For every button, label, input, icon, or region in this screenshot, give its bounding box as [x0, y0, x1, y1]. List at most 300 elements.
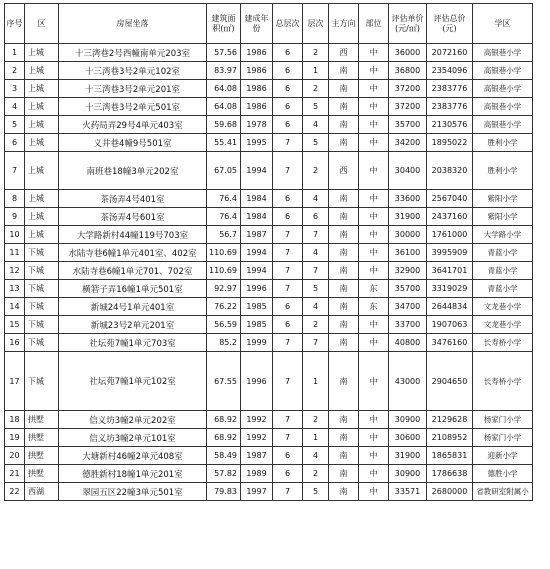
- cell-address: 新城23号2单元201室: [59, 316, 207, 334]
- cell-direction: 南: [329, 298, 359, 316]
- header-cell-direction: 主方向: [329, 4, 359, 44]
- cell-year: 1986: [241, 44, 273, 62]
- cell-year: 1996: [241, 352, 273, 411]
- cell-direction: 南: [329, 411, 359, 429]
- table-row: [5, 208, 533, 226]
- cell-unit-price: 35700: [389, 280, 427, 298]
- table-row: [5, 226, 533, 244]
- cell-year: 1986: [241, 80, 273, 98]
- cell-position: 东: [359, 280, 389, 298]
- cell-area: 68.92: [207, 411, 241, 429]
- cell-total-floors: 6: [273, 465, 303, 483]
- cell-unit-price: 43000: [389, 352, 427, 411]
- cell-floor: 7: [303, 334, 329, 352]
- cell-total-price: 1907063: [427, 316, 473, 334]
- cell-unit-price: 40800: [389, 334, 427, 352]
- cell-area: 56.7: [207, 226, 241, 244]
- cell-floor: 4: [303, 244, 329, 262]
- cell-floor: 2: [303, 411, 329, 429]
- cell-direction: 南: [329, 134, 359, 152]
- cell-direction: 西: [329, 152, 359, 190]
- cell-school: 长寿桥小学: [473, 352, 533, 411]
- cell-year: 1987: [241, 226, 273, 244]
- cell-address: 德胜新村18幢1单元201室: [59, 465, 207, 483]
- cell-year: 1978: [241, 116, 273, 134]
- cell-no: 3: [5, 80, 25, 98]
- header-cell-unit-price: 评估单价(元/㎡): [389, 4, 427, 44]
- cell-total-price: 2354096: [427, 62, 473, 80]
- table-body: [5, 44, 533, 501]
- cell-district: 上城: [25, 116, 59, 134]
- cell-floor: 2: [303, 465, 329, 483]
- cell-year: 1994: [241, 262, 273, 280]
- table-row: [5, 152, 533, 190]
- cell-direction: 南: [329, 98, 359, 116]
- cell-floor: 7: [303, 226, 329, 244]
- cell-unit-price: 30600: [389, 429, 427, 447]
- cell-unit-price: 30400: [389, 152, 427, 190]
- cell-address: 茶汤弄4号601室: [59, 208, 207, 226]
- cell-area: 68.92: [207, 429, 241, 447]
- cell-address: 十三湾巷3号2单元102室: [59, 62, 207, 80]
- cell-total-price: 2130576: [427, 116, 473, 134]
- cell-district: 下城: [25, 298, 59, 316]
- cell-position: 中: [359, 134, 389, 152]
- cell-address: 翠园五区22幢3单元501室: [59, 483, 207, 501]
- cell-floor: 5: [303, 98, 329, 116]
- cell-area: 55.41: [207, 134, 241, 152]
- cell-total-price: 3995909: [427, 244, 473, 262]
- cell-no: 22: [5, 483, 25, 501]
- cell-position: 中: [359, 352, 389, 411]
- cell-district: 下城: [25, 280, 59, 298]
- cell-position: 中: [359, 226, 389, 244]
- cell-no: 8: [5, 190, 25, 208]
- cell-district: 上城: [25, 208, 59, 226]
- cell-year: 1987: [241, 447, 273, 465]
- cell-area: 67.05: [207, 152, 241, 190]
- header-row: [5, 4, 533, 44]
- cell-total-price: 1865831: [427, 447, 473, 465]
- header-cell-year: 建成年份: [241, 4, 273, 44]
- cell-no: 4: [5, 98, 25, 116]
- cell-direction: 南: [329, 465, 359, 483]
- cell-school: 高银巷小学: [473, 62, 533, 80]
- cell-area: 110.69: [207, 244, 241, 262]
- cell-school: 杨家门小学: [473, 429, 533, 447]
- cell-total-floors: 7: [273, 411, 303, 429]
- cell-position: 东: [359, 298, 389, 316]
- cell-area: 57.56: [207, 44, 241, 62]
- cell-unit-price: 33571: [389, 483, 427, 501]
- cell-no: 21: [5, 465, 25, 483]
- table-row: [5, 465, 533, 483]
- cell-total-floors: 6: [273, 208, 303, 226]
- cell-total-price: 2644834: [427, 298, 473, 316]
- cell-unit-price: 32900: [389, 262, 427, 280]
- cell-floor: 7: [303, 262, 329, 280]
- header-cell-district: 区: [25, 4, 59, 44]
- cell-year: 1992: [241, 429, 273, 447]
- cell-no: 11: [5, 244, 25, 262]
- table-row: [5, 280, 533, 298]
- cell-address: 十三湾巷3号2单元501室: [59, 98, 207, 116]
- cell-direction: 南: [329, 352, 359, 411]
- cell-address: 横箬子弄16幢1单元501室: [59, 280, 207, 298]
- cell-no: 20: [5, 447, 25, 465]
- cell-total-floors: 7: [273, 262, 303, 280]
- cell-school: 高银巷小学: [473, 44, 533, 62]
- cell-position: 中: [359, 208, 389, 226]
- cell-area: 83.97: [207, 62, 241, 80]
- cell-direction: 南: [329, 80, 359, 98]
- cell-floor: 2: [303, 80, 329, 98]
- header-cell-school: 学区: [473, 4, 533, 44]
- cell-unit-price: 30000: [389, 226, 427, 244]
- cell-year: 1986: [241, 98, 273, 116]
- cell-floor: 1: [303, 429, 329, 447]
- cell-position: 中: [359, 80, 389, 98]
- cell-area: 76.22: [207, 298, 241, 316]
- cell-district: 上城: [25, 226, 59, 244]
- cell-total-floors: 7: [273, 152, 303, 190]
- cell-year: 1984: [241, 208, 273, 226]
- cell-district: 拱墅: [25, 429, 59, 447]
- cell-school: 青蓝小学: [473, 262, 533, 280]
- table-row: [5, 429, 533, 447]
- cell-address: 十三湾巷3号2单元201室: [59, 80, 207, 98]
- cell-district: 下城: [25, 244, 59, 262]
- cell-floor: 4: [303, 190, 329, 208]
- cell-area: 76.4: [207, 190, 241, 208]
- cell-total-price: 2072160: [427, 44, 473, 62]
- cell-address: 社坛苑7幢1单元102室: [59, 352, 207, 411]
- cell-position: 中: [359, 116, 389, 134]
- cell-direction: 南: [329, 62, 359, 80]
- cell-total-price: 1761000: [427, 226, 473, 244]
- cell-school: 德胜小学: [473, 465, 533, 483]
- cell-total-price: 3476160: [427, 334, 473, 352]
- cell-school: 紫阳小学: [473, 190, 533, 208]
- cell-school: 高银巷小学: [473, 80, 533, 98]
- cell-total-floors: 6: [273, 44, 303, 62]
- cell-school: 长寿桥小学: [473, 334, 533, 352]
- cell-total-price: 1895022: [427, 134, 473, 152]
- cell-direction: 南: [329, 447, 359, 465]
- table-row: [5, 62, 533, 80]
- cell-position: 中: [359, 190, 389, 208]
- header-cell-total-price: 评估总价(元): [427, 4, 473, 44]
- cell-school: 青蓝小学: [473, 244, 533, 262]
- cell-address: 茶汤弄4号401室: [59, 190, 207, 208]
- cell-unit-price: 30900: [389, 465, 427, 483]
- cell-direction: 西: [329, 44, 359, 62]
- cell-position: 中: [359, 262, 389, 280]
- cell-no: 1: [5, 44, 25, 62]
- cell-year: 1996: [241, 280, 273, 298]
- cell-position: 中: [359, 465, 389, 483]
- cell-year: 1986: [241, 62, 273, 80]
- header-cell-address: 房屋坐落: [59, 4, 207, 44]
- table-row: [5, 298, 533, 316]
- cell-total-floors: 6: [273, 190, 303, 208]
- cell-no: 2: [5, 62, 25, 80]
- cell-area: 56.59: [207, 316, 241, 334]
- cell-floor: 2: [303, 152, 329, 190]
- cell-position: 中: [359, 483, 389, 501]
- cell-no: 15: [5, 316, 25, 334]
- cell-total-floors: 7: [273, 352, 303, 411]
- cell-address: 大学路新村44幢119号703室: [59, 226, 207, 244]
- cell-direction: 南: [329, 226, 359, 244]
- cell-unit-price: 31900: [389, 208, 427, 226]
- cell-total-price: 2038320: [427, 152, 473, 190]
- cell-no: 6: [5, 134, 25, 152]
- cell-no: 14: [5, 298, 25, 316]
- cell-position: 中: [359, 44, 389, 62]
- cell-school: 高银巷小学: [473, 98, 533, 116]
- cell-total-floors: 6: [273, 62, 303, 80]
- table-row: [5, 262, 533, 280]
- cell-district: 下城: [25, 334, 59, 352]
- cell-direction: 南: [329, 280, 359, 298]
- table-row: [5, 44, 533, 62]
- cell-school: 杨家门小学: [473, 411, 533, 429]
- cell-position: 中: [359, 411, 389, 429]
- cell-district: 上城: [25, 152, 59, 190]
- cell-floor: 2: [303, 44, 329, 62]
- cell-direction: 南: [329, 316, 359, 334]
- cell-year: 1994: [241, 152, 273, 190]
- cell-address: 新城24号1单元401室: [59, 298, 207, 316]
- table-row: [5, 134, 533, 152]
- cell-floor: 1: [303, 62, 329, 80]
- cell-school: 大学路小学: [473, 226, 533, 244]
- header-cell-position: 部位: [359, 4, 389, 44]
- cell-position: 中: [359, 447, 389, 465]
- cell-district: 拱墅: [25, 465, 59, 483]
- cell-year: 1999: [241, 334, 273, 352]
- cell-district: 下城: [25, 316, 59, 334]
- cell-area: 85.2: [207, 334, 241, 352]
- table-row: [5, 98, 533, 116]
- cell-total-floors: 7: [273, 334, 303, 352]
- cell-total-price: 2129628: [427, 411, 473, 429]
- cell-district: 下城: [25, 352, 59, 411]
- cell-no: 5: [5, 116, 25, 134]
- cell-total-price: 2437160: [427, 208, 473, 226]
- cell-school: 胜利小学: [473, 134, 533, 152]
- cell-position: 中: [359, 244, 389, 262]
- cell-no: 13: [5, 280, 25, 298]
- cell-unit-price: 34700: [389, 298, 427, 316]
- cell-total-floors: 6: [273, 316, 303, 334]
- cell-area: 67.55: [207, 352, 241, 411]
- cell-no: 10: [5, 226, 25, 244]
- cell-direction: 南: [329, 208, 359, 226]
- cell-address: 大塘新村46幢2单元408室: [59, 447, 207, 465]
- cell-area: 59.68: [207, 116, 241, 134]
- cell-no: 18: [5, 411, 25, 429]
- table-row: [5, 244, 533, 262]
- cell-unit-price: 37200: [389, 98, 427, 116]
- cell-area: 92.97: [207, 280, 241, 298]
- cell-unit-price: 31900: [389, 447, 427, 465]
- cell-position: 中: [359, 316, 389, 334]
- cell-total-floors: 6: [273, 98, 303, 116]
- cell-floor: 4: [303, 116, 329, 134]
- cell-year: 1985: [241, 316, 273, 334]
- cell-total-price: 3641701: [427, 262, 473, 280]
- header-cell-area: 建筑面积(㎡): [207, 4, 241, 44]
- cell-floor: 4: [303, 447, 329, 465]
- spreadsheet: [4, 3, 533, 501]
- cell-address: 十三湾巷2号西幢南单元203室: [59, 44, 207, 62]
- cell-address: 义井巷4幢9号501室: [59, 134, 207, 152]
- cell-address: 水陆寺巷6幢1单元701、702室: [59, 262, 207, 280]
- cell-school: 胜利小学: [473, 152, 533, 190]
- header-cell-total-floors: 总层次: [273, 4, 303, 44]
- cell-direction: 南: [329, 190, 359, 208]
- cell-total-price: 2680000: [427, 483, 473, 501]
- cell-no: 17: [5, 352, 25, 411]
- cell-no: 19: [5, 429, 25, 447]
- cell-area: 64.08: [207, 80, 241, 98]
- cell-year: 1985: [241, 298, 273, 316]
- cell-year: 1997: [241, 483, 273, 501]
- cell-unit-price: 34200: [389, 134, 427, 152]
- cell-unit-price: 33700: [389, 316, 427, 334]
- cell-unit-price: 36100: [389, 244, 427, 262]
- cell-total-price: 2904650: [427, 352, 473, 411]
- cell-district: 拱墅: [25, 411, 59, 429]
- cell-district: 上城: [25, 44, 59, 62]
- cell-district: 上城: [25, 80, 59, 98]
- cell-floor: 1: [303, 352, 329, 411]
- cell-unit-price: 30900: [389, 411, 427, 429]
- cell-district: 上城: [25, 190, 59, 208]
- cell-position: 中: [359, 98, 389, 116]
- cell-school: 青蓝小学: [473, 280, 533, 298]
- cell-address: 水陆寺巷6幢1单元401室、402室: [59, 244, 207, 262]
- cell-area: 76.4: [207, 208, 241, 226]
- cell-position: 中: [359, 152, 389, 190]
- cell-floor: 2: [303, 316, 329, 334]
- cell-address: 信义坊3幢2单元202室: [59, 411, 207, 429]
- cell-year: 1989: [241, 465, 273, 483]
- cell-no: 9: [5, 208, 25, 226]
- cell-area: 79.83: [207, 483, 241, 501]
- cell-year: 1994: [241, 244, 273, 262]
- table-row: [5, 334, 533, 352]
- cell-year: 1992: [241, 411, 273, 429]
- cell-year: 1984: [241, 190, 273, 208]
- cell-district: 上城: [25, 98, 59, 116]
- header-cell-floor: 层次: [303, 4, 329, 44]
- cell-school: 迎新小学: [473, 447, 533, 465]
- cell-total-price: 2383776: [427, 98, 473, 116]
- cell-district: 下城: [25, 262, 59, 280]
- cell-no: 7: [5, 152, 25, 190]
- cell-floor: 5: [303, 280, 329, 298]
- cell-total-floors: 6: [273, 80, 303, 98]
- cell-district: 上城: [25, 134, 59, 152]
- cell-total-price: 2567040: [427, 190, 473, 208]
- cell-year: 1995: [241, 134, 273, 152]
- cell-total-price: 3319029: [427, 280, 473, 298]
- cell-area: 57.82: [207, 465, 241, 483]
- cell-area: 64.08: [207, 98, 241, 116]
- cell-school: 省教研室附属小: [473, 483, 533, 501]
- cell-total-floors: 7: [273, 429, 303, 447]
- cell-district: 拱墅: [25, 447, 59, 465]
- cell-floor: 5: [303, 134, 329, 152]
- table-row: [5, 190, 533, 208]
- cell-direction: 南: [329, 244, 359, 262]
- cell-area: 58.49: [207, 447, 241, 465]
- cell-position: 中: [359, 429, 389, 447]
- cell-floor: 5: [303, 483, 329, 501]
- cell-direction: 南: [329, 429, 359, 447]
- cell-total-price: 1786638: [427, 465, 473, 483]
- cell-floor: 4: [303, 298, 329, 316]
- cell-total-floors: 7: [273, 483, 303, 501]
- cell-total-floors: 7: [273, 134, 303, 152]
- cell-area: 110.69: [207, 262, 241, 280]
- cell-total-floors: 6: [273, 298, 303, 316]
- cell-address: 社坛苑7幢1单元703室: [59, 334, 207, 352]
- cell-unit-price: 33600: [389, 190, 427, 208]
- table-row: [5, 316, 533, 334]
- table-row: [5, 352, 533, 411]
- cell-total-floors: 6: [273, 447, 303, 465]
- cell-position: 中: [359, 62, 389, 80]
- cell-total-price: 2108952: [427, 429, 473, 447]
- cell-direction: 南: [329, 116, 359, 134]
- cell-address: 信义坊3幢2单元101室: [59, 429, 207, 447]
- table-row: [5, 483, 533, 501]
- cell-total-floors: 7: [273, 244, 303, 262]
- table-row: [5, 411, 533, 429]
- cell-address: 火药局弄29号4单元403室: [59, 116, 207, 134]
- header-cell-no: 序号: [5, 4, 25, 44]
- cell-unit-price: 36000: [389, 44, 427, 62]
- valuation-table: [4, 3, 533, 501]
- cell-school: 文龙巷小学: [473, 298, 533, 316]
- cell-school: 文龙巷小学: [473, 316, 533, 334]
- cell-district: 上城: [25, 62, 59, 80]
- cell-direction: 南: [329, 334, 359, 352]
- table-row: [5, 116, 533, 134]
- cell-floor: 6: [303, 208, 329, 226]
- cell-total-price: 2383776: [427, 80, 473, 98]
- cell-unit-price: 37200: [389, 80, 427, 98]
- cell-school: 高银巷小学: [473, 116, 533, 134]
- cell-address: 南班巷18幢3单元202室: [59, 152, 207, 190]
- cell-school: 紫阳小学: [473, 208, 533, 226]
- table-row: [5, 80, 533, 98]
- cell-unit-price: 35700: [389, 116, 427, 134]
- cell-no: 16: [5, 334, 25, 352]
- cell-position: 中: [359, 334, 389, 352]
- cell-direction: 南: [329, 483, 359, 501]
- cell-direction: 南: [329, 262, 359, 280]
- table-row: [5, 447, 533, 465]
- cell-no: 12: [5, 262, 25, 280]
- cell-total-floors: 6: [273, 116, 303, 134]
- cell-district: 西湖: [25, 483, 59, 501]
- cell-total-floors: 7: [273, 280, 303, 298]
